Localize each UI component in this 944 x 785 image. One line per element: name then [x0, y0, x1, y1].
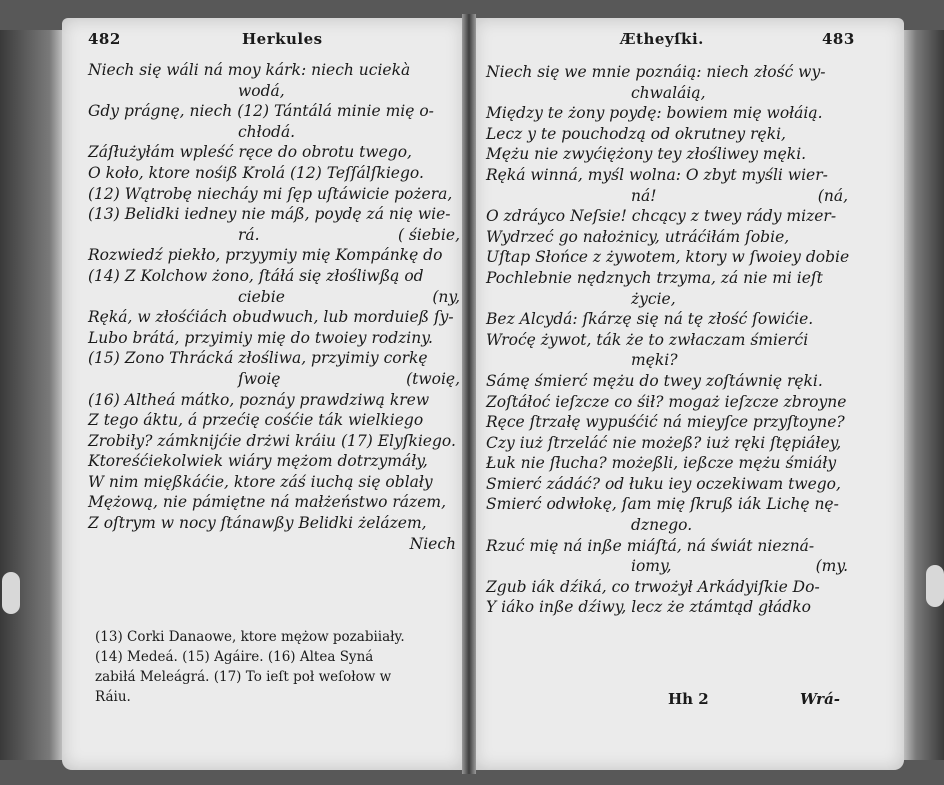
text-line [486, 412, 848, 433]
footnote-line: zabiłá Meleágrá. (17) To ieſt poł weſołow w [95, 669, 392, 685]
line-text: wodá, [238, 81, 285, 100]
right-running-head: Ætheyſki. [620, 30, 704, 48]
text-line [486, 124, 848, 145]
text-line [88, 431, 460, 452]
line-text: O koło, ktore nośiß Krolá (12) Teſſálſkiego. [88, 163, 424, 182]
line-tail: (twoię, [406, 369, 460, 388]
right-page-number: 483 [822, 30, 855, 48]
left-clip [2, 572, 20, 614]
line-text: Wydrzeć go nałożnicy, utráćiłám ſobie, [486, 227, 790, 246]
line-text: Między te żony poydę: bowiem mię wołáią. [486, 104, 823, 123]
line-text: (12) Wątrobę niecháy mi ſęp uſtáwicie pożera, [88, 184, 453, 203]
line-text: Niech się we mnie poznáią: niech złość wy- [486, 63, 826, 81]
text-line [88, 328, 460, 349]
line-text: Niech [409, 534, 456, 553]
line-text: chłodá. [238, 122, 296, 141]
text-line [88, 142, 460, 163]
signature-mark: Hh 2 [668, 690, 709, 708]
text-line [88, 266, 460, 287]
line-text: Lecz y te pouchodzą od okrutney ręki, [486, 124, 786, 143]
text-line [88, 534, 460, 555]
text-line [486, 103, 848, 124]
text-line [486, 206, 848, 227]
right-clip [926, 565, 944, 607]
line-text: męki? [631, 351, 678, 370]
line-text: Czy iuż ſtrzeláć nie możeß? iuż ręki ſtępiáłey, [486, 433, 842, 452]
line-text: ciebie [238, 287, 285, 306]
right-page-text [486, 62, 848, 618]
text-line [88, 390, 460, 411]
line-text: Ktoreśćiekolwiek wiáry mężom dotrzymáły, [88, 452, 428, 471]
line-text: dznego. [631, 516, 693, 535]
left-page-text [88, 60, 460, 554]
line-text: Sámę śmierć mężu do twey zoſtáwnię ręki. [486, 371, 823, 390]
line-tail: (ná, [817, 186, 848, 205]
line-text: ſwoię [238, 369, 281, 388]
text-line [88, 122, 460, 143]
line-text: Mężową, nie pámiętne ná małżeństwo rázem, [88, 493, 447, 512]
left-page-number: 482 [88, 30, 121, 48]
line-text: Rozwiedź piekło, przyymiy mię Kompánkę do [88, 246, 443, 265]
text-line [486, 144, 848, 165]
text-line [88, 81, 460, 102]
gutter [462, 14, 476, 774]
line-text: Záſłużyłám wpleść ręce do obrotu twego, [88, 143, 412, 162]
line-tail: (my. [815, 557, 848, 576]
footnote-line: (13) Corki Danaowe, ktore mężow pozabiiały. [95, 629, 405, 645]
line-text: iomy, [631, 557, 672, 576]
text-line [486, 474, 848, 495]
text-line [486, 556, 848, 577]
text-line [486, 494, 848, 515]
line-text: Smierć odwłokę, ſam mię ſkruß iák Lichę nę- [486, 495, 839, 514]
line-text: Rzuć mię ná inße miáſtá, ná świát niezná- [486, 536, 815, 555]
line-text: Y iáko inße dźiwy, lecz że ztámtąd głádko [486, 598, 811, 617]
text-line [88, 60, 460, 81]
line-text: (16) Altheá mátko, poznáy prawdziwą krew [88, 390, 430, 409]
line-text: Z oſtrym w nocy ſtánawßy Belidki żelázem, [88, 514, 427, 533]
line-text: Niech się wáli ná moy kárk: niech uciekà [88, 61, 411, 79]
text-line [88, 204, 460, 225]
line-text: W nim mięßkáćie, ktore záś iuchą się oblały [88, 472, 433, 491]
text-line [486, 289, 848, 310]
left-running-head: Herkules [242, 30, 323, 48]
text-line [88, 225, 460, 246]
line-tail: ( śiebie, [397, 225, 460, 244]
text-line [486, 309, 848, 330]
line-text: Zrobiły? zámknijćie drżwi kráiu (17) Elyſkiego. [88, 431, 456, 450]
line-text: Łuk nie ſłucha? możeßli, ießcze mężu śmiáły [486, 454, 837, 473]
text-line [486, 350, 848, 371]
text-line [88, 369, 460, 390]
line-text: Smierć zádáć? od łuku iey oczekiwam twego, [486, 474, 841, 493]
text-line [88, 307, 460, 328]
text-line [486, 577, 848, 598]
line-text: Ręká, w złośćiách obudwuch, lub morduieß ſy- [88, 308, 454, 327]
text-line [486, 392, 848, 413]
text-line [88, 184, 460, 205]
left-footnotes [95, 627, 460, 707]
line-text: Mężu nie zwyćiężony tey złośliwey męki. [486, 145, 807, 164]
line-text: ná! [631, 186, 657, 205]
text-line [88, 287, 460, 308]
text-line [486, 247, 848, 268]
left-book-edge [0, 30, 62, 760]
right-book-edge [904, 30, 944, 760]
line-text: Wroćę żywot, ták że to zwłaczam śmierći [486, 330, 809, 349]
line-text: Gdy prágnę, niech (12) Tántálá minie mię o- [88, 102, 434, 121]
footnote-line: (14) Medeá. (15) Agáire. (16) Altea Syná [95, 649, 374, 665]
line-text: Zoſtáłoć ieſzcze co śił? mogaż ieſzcze zbroyne [486, 392, 847, 411]
text-line [88, 101, 460, 122]
text-line [486, 165, 848, 186]
catchword: Wrá- [800, 690, 841, 708]
text-line [486, 83, 848, 104]
text-line [88, 513, 460, 534]
text-line [486, 515, 848, 536]
text-line [486, 268, 848, 289]
line-text: (14) Z Kolchow żono, ſtáłá się złośliwßą od [88, 266, 424, 285]
text-line [88, 492, 460, 513]
text-line [88, 410, 460, 431]
line-text: Bez Alcydá: ſkárzę się ná tę złość ſowićie. [486, 310, 814, 329]
line-text: (13) Belidki iedney nie máß, poydę zá nię wie- [88, 205, 451, 224]
text-line [486, 433, 848, 454]
text-line [88, 163, 460, 184]
text-line [88, 451, 460, 472]
footnote-line: Ráiu. [95, 689, 131, 705]
line-text: Ręká winná, myśl wolna: O zbyt myśli wier- [486, 165, 828, 184]
text-line [486, 330, 848, 351]
line-text: chwaláią, [631, 83, 706, 102]
line-text: Pochlebnie nędznych trzyma, zá nie mi ieſt [486, 268, 823, 287]
line-text: Z tego áktu, á przećię cośćie ták wielkiego [88, 411, 424, 430]
text-line [88, 245, 460, 266]
line-text: Ręce ſtrzałę wypuśćić ná mieyſce przyſtoyne? [486, 413, 845, 432]
text-line [486, 453, 848, 474]
text-line [486, 371, 848, 392]
text-line [486, 186, 848, 207]
text-line [88, 472, 460, 493]
text-line [88, 348, 460, 369]
text-line [486, 227, 848, 248]
line-text: Uſtap Słońce z żywotem, ktory w ſwoiey dobie [486, 248, 850, 267]
line-text: (15) Zono Thrácká złośliwa, przyimiy corkę [88, 349, 428, 368]
line-text: rá. [238, 225, 260, 244]
line-text: Lubo brátá, przyimiy mię do twoiey rodziny. [88, 328, 433, 347]
text-line [486, 536, 848, 557]
line-text: O zdráyco Neſsie! chcący z twey rády mizer- [486, 207, 837, 226]
text-line [486, 597, 848, 618]
text-line [486, 62, 848, 83]
line-text: życie, [631, 289, 676, 308]
line-text: Zgub iák dźiká, co trwożył Arkádyiſkie Do- [486, 577, 820, 596]
line-tail: (ny, [432, 287, 460, 306]
